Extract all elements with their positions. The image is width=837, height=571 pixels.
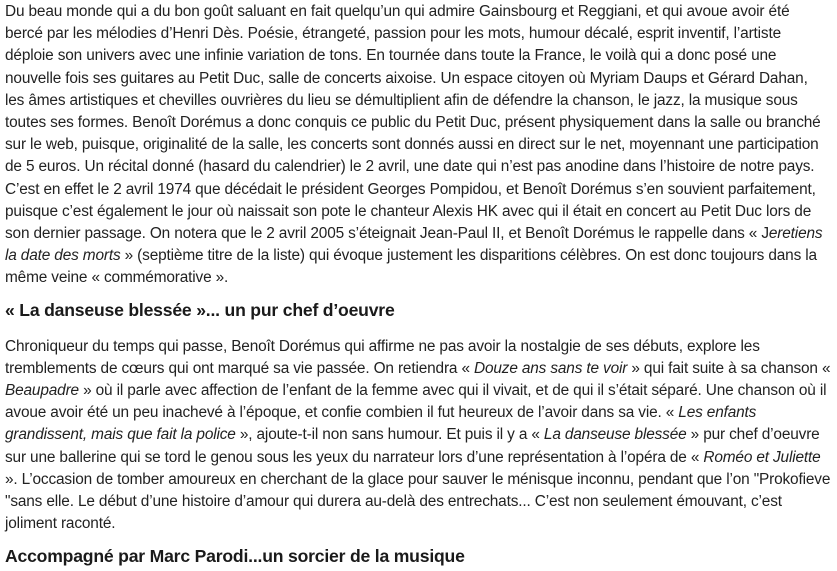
text: » où il parle avec affection de l’enfant de la femme avec qui il vivait, et de qui il s’était séparé. Une chanson où il avoue avoir été un peu inachevé à l’époque, et confie combien il fut heureux de l’avoir dans sa vie. « bbox=[5, 382, 827, 422]
section-heading-danseuse: « La danseuse blessée »... un pur chef d’oeuvre bbox=[5, 299, 395, 320]
text: Du beau monde qui a du bon goût saluant en fait quelqu’un qui admire Gainsbourg et Reggiani, et qui avoue avoir été bercé par les mélodies d’Henri Dès. Poésie, étrangeté, passion pour les mots, humour décalé, esprit inventif, l’artiste déploie son univers avec une infinie variation de tons. En tournée dans toute la France, le voilà qui a donc posé une nouvelle fois ses guitares au Petit Duc, salle de concerts aixoise. Un espace citoyen où Myriam Daups et Gérard Dahan, les âmes artistiques et chevilles ouvrières du lieu se démultiplient afin de défendre la chanson, le jazz, la musique sous toutes ses formes. Benoît Dorémus a donc conquis ce public du Petit Duc, présent physiquement dans la salle ou branché sur le web, puisque, originalité de la salle, les concerts sont donnés aussi en direct sur le net, moyennant une participation de 5 euros. Un récital donné (hasard du calendrier) le 2 avril, une date qui n’est pas anodine dans l’histoire de notre pays. C’est en effet le 2 avril 1974 que décédait le président Georges Pompidou, et Benoît Dorémus s’en souvient parfaitement, puisque c’est également le jour où naissait son pote le chanteur Alexis HK avec qui il était en concert au Petit Duc lors de son dernier passage. On notera que le 2 avril 2005 s’éteignait Jean-Paul II, et Benoît Dorémus le rappelle dans « J bbox=[5, 3, 821, 243]
quote: Les enfants grandissent, mais que fait la police bbox=[5, 404, 757, 444]
text: », ajoute-t-il non sans humour. Et puis il y a « bbox=[235, 426, 544, 444]
song-title: Beaupadre bbox=[5, 382, 79, 400]
text: » pur chef d’oeuvre sur une ballerine qui se tord le genou sous les yeux du narrateur lors d’une représentation à l’opéra de « bbox=[5, 426, 820, 466]
text: » qui fait suite à sa chanson « bbox=[627, 359, 831, 377]
paragraph-concert-intro bbox=[5, 1, 831, 290]
section-heading-parodi: Accompagné par Marc Parodi...un sorcier de la musique bbox=[5, 546, 465, 567]
song-title: eretiens la date des morts bbox=[5, 225, 823, 265]
text: ». L’occasion de tomber amoureux en cherchant de la glace pour sauver le ménisque inconnu, pendant que l’on "Prokofieve "sans elle. Le début d’une histoire d’amour qui durera au-delà des entrechats... C’est non seulement émouvant, c’est joliment raconté. bbox=[5, 470, 831, 533]
text: Chroniqueur du temps qui passe, Benoît Dorémus qui affirme ne pas avoir la nostalgie de ses débuts, explore les tremblements de cœurs qui ont marqué sa vie passée. On retiendra « bbox=[5, 337, 760, 377]
text: » (septième titre de la liste) qui évoque justement les disparitions célèbres. On est donc toujours dans la même veine « commémorative ». bbox=[5, 247, 817, 287]
paragraph-chronicle bbox=[5, 336, 831, 536]
song-title: Douze ans sans te voir bbox=[474, 359, 628, 377]
article-body bbox=[0, 1, 837, 568]
song-title: La danseuse blessée bbox=[543, 426, 687, 444]
opera-title: Roméo et Juliette bbox=[703, 448, 821, 466]
